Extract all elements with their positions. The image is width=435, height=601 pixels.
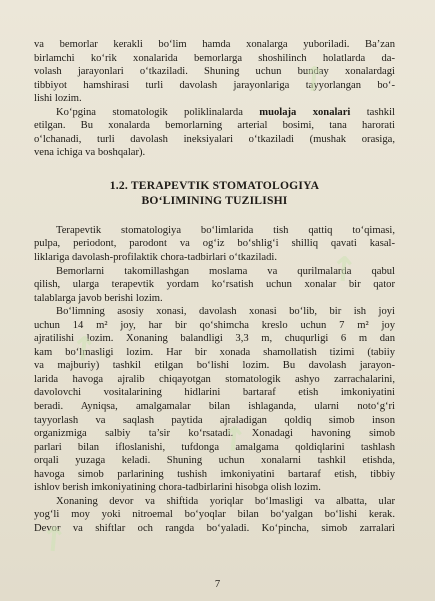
text-line: parlari bilan ifloslanishi, tufdonga amalgama qoldiqlarini tashlash: [34, 441, 395, 453]
text-line: Bemorlarni takomillashgan moslama va qurilmalarda qabul: [56, 265, 395, 277]
text-line: talablarga javob berishi lozim.: [34, 292, 163, 304]
watermark-mark: ↗: [320, 245, 369, 295]
text-line: tayyorlash va saqlash paytida ajraladigan qoldiq simob inson: [34, 414, 395, 426]
text-line: Bo‘limning asosiy xonasi, davolash xonasi bo‘lib, bir ish joyi: [56, 306, 395, 318]
watermark-mark: ↗: [210, 415, 259, 465]
watermark-mark: ↗: [290, 55, 339, 105]
text-line: va bemorlar kerakli bo‘lim hamda xonalarga yuboriladi. Ba’zan: [34, 39, 395, 50]
text-line: larida havoga ajralib chiqayotgan stomatologik ashyo zarrachalarini,: [34, 373, 395, 385]
text-line: birlamchi ko‘rik xonalarida bemorlarga shoshilinch holatlarda da-: [34, 52, 395, 64]
page-number: 7: [214, 579, 221, 590]
watermark-mark: ↗: [60, 325, 109, 375]
section-heading-line-2: BO‘LIMINING TUZILISHI: [141, 193, 288, 207]
text-line: volash jarayonlari o‘tkaziladi. Shuning uchun bunday xonalardagi: [34, 66, 395, 78]
text-line: uchun 14 m² joy, har bir qo‘shimcha kreslo uchun 7 m² joy: [34, 319, 395, 331]
text-line: etilgan. Bu xonalarda bemorlarning arterial bosimi, tana harorati: [34, 120, 395, 132]
text-line: pulpa, periodont, parodont va og‘iz bo‘shlig‘i shilliq qavati kasal-: [34, 238, 395, 250]
text-line: havoga simob parlarining tushish imkoniyatini bartaraf etish, tibbiy: [34, 468, 395, 480]
text-line: liklariga davolash-profilaktik chora-tadbirlari o‘tkaziladi.: [34, 252, 277, 264]
text-line: qilish, ularga terapevtik yordam ko‘rsatish uchun xonalar bir qator: [34, 279, 395, 291]
text-line: Xonaning devor va shiftida yoriqlar bo‘lmasligi va albatta, ular: [56, 495, 395, 507]
emphasis-term: muolaja xonalari: [259, 106, 351, 118]
section-heading: [34, 178, 395, 208]
text-line: lishi lozim.: [34, 93, 82, 105]
text-line: va majburiy) tashkil etilgan bo‘lishi lozim. Bu davolash jarayon-: [34, 360, 395, 372]
text-line: yog‘li moy yoki nitroemal bo‘yoqlar bilan bo‘yalgan bo‘lishi kerak.: [34, 509, 395, 521]
text-line: o‘lchanadi, turli davolash ineksiyalari o‘tkaziladi (mushak orasiga,: [34, 133, 395, 145]
text-line: ishlov berish imkoniyatining chora-tadbirlarini hisobga olish lozim.: [34, 482, 321, 494]
text-line: kam bo‘lmasligi lozim. Har bir xonada shamollatish tizimi (tabiiy: [34, 346, 395, 358]
text-line: Terapevtik stomatologiya bo‘limlarida tish qattiq to‘qimasi,: [56, 224, 395, 236]
text-line: davolovchi vositalarining hidlarini bartaraf etish imkoniyatini: [34, 387, 395, 399]
text-line: tibbiyot hamshirasi turli davolash jarayonlariga tayyorlangan bo‘-: [34, 79, 395, 91]
section-heading-line-1: 1.2. TERAPEVTIK STOMATOLOGIYA: [109, 178, 320, 192]
text-line: ajratilishi lozim. Xonaning balandligi 3,3 m, chuqurligi 6 m dan: [34, 333, 395, 345]
text-line: Ko‘pgina stomatologik poliklinalarda muolaja xonalari tashkil: [56, 106, 395, 118]
text-line: vena ichiga va boshqalar).: [34, 147, 146, 159]
text-block-bottom: [34, 224, 395, 536]
text-line: Devor va shiftlar och rangda bo‘yaladi. Ko‘pincha, simob zarralari: [34, 522, 395, 534]
text-line: beradi. Ayniqsa, amalgamalar bilan ishlaganda, ularni noto‘g‘ri: [34, 401, 395, 413]
text-block-top: [34, 38, 395, 160]
text-line: organizmiga salbiy ta’sir ko‘rsatadi. Xonadagi havoning simob: [34, 428, 395, 440]
text-line: orqali yuzaga keladi. Shuning uchun xonalarni tashkil etishda,: [34, 455, 395, 467]
watermark-mark: ↗: [30, 515, 79, 565]
